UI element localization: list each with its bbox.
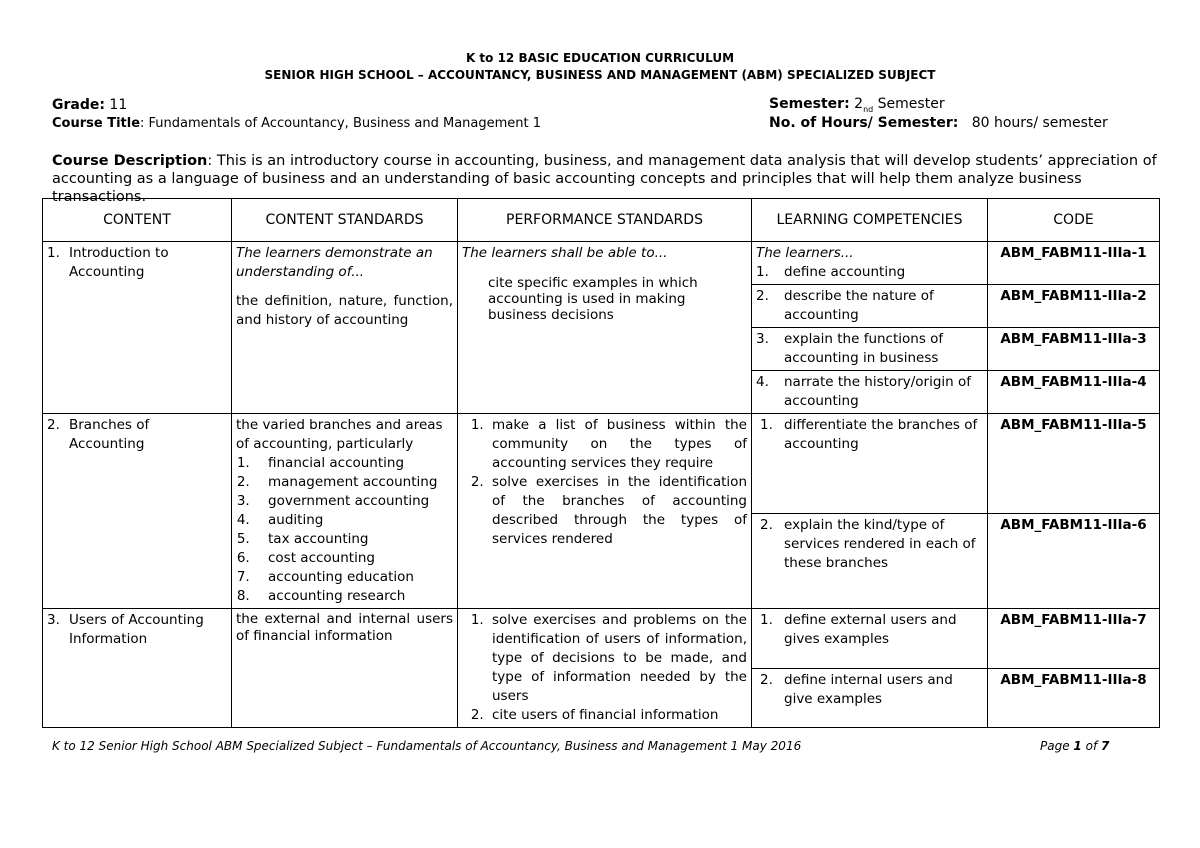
list-item: 3. government accounting <box>254 492 453 511</box>
competency-text: differentiate the branches of accounting <box>784 417 978 452</box>
semester-num: 2 <box>854 96 864 112</box>
content-num: 2. <box>47 417 60 433</box>
competency-item <box>756 287 983 325</box>
competency-num: 4. <box>756 374 769 390</box>
hours-line <box>769 115 1108 131</box>
competency-item <box>756 330 983 368</box>
competency-num: 2. <box>760 517 773 534</box>
footer-text: K to 12 Senior High School ABM Specialized Subject – Fundamentals of Accountancy, Business and Management 1 May 2016 <box>52 739 802 753</box>
content-item <box>47 611 227 649</box>
content-item <box>47 416 227 454</box>
competency-cell <box>752 328 988 371</box>
curriculum-title: K to 12 BASIC EDUCATION CURRICULUM <box>465 51 735 65</box>
content-text: Branches of Accounting <box>69 417 150 452</box>
code-cell: ABM_FABM11-IIIa-2 <box>988 285 1160 328</box>
course-title-label: Course Title <box>52 116 141 131</box>
grade-label: Grade: <box>52 97 105 113</box>
code-cell: ABM_FABM11-IIIa-1 <box>988 242 1160 285</box>
description-text: : This is an introductory course in accounting, business, and management data analysis that will develop students’ appreciation of accounting as a language of business and an understanding of basic accounting concepts and principles that will help them analyze business transactions. <box>52 153 1157 205</box>
competency-cell <box>752 514 988 609</box>
hours-label: No. of Hours/ Semester: <box>769 115 959 131</box>
semester-sup: nd <box>863 104 874 114</box>
standard-text: the external and internal users of financial information <box>236 611 453 644</box>
page-number <box>1040 739 1109 753</box>
semester-line <box>769 96 945 114</box>
competency-text: explain the functions of accounting in business <box>784 331 944 366</box>
header-performance-standards: PERFORMANCE STANDARDS <box>458 199 752 242</box>
hours-value: 80 hours/ semester <box>971 115 1108 131</box>
grade-line <box>52 97 127 113</box>
table-row <box>43 242 1160 285</box>
list-item: 2. cite users of financial information <box>488 706 747 725</box>
code-cell: ABM_FABM11-IIIa-3 <box>988 328 1160 371</box>
list-item: 6. cost accounting <box>254 549 453 568</box>
curriculum-guide-table <box>42 198 1160 728</box>
performance-list <box>462 611 747 725</box>
standard-intro: the varied branches and areas of accounting, particularly <box>236 417 443 452</box>
course-title-value: : Fundamentals of Accountancy, Business and Management 1 <box>140 116 542 131</box>
competency-text: narrate the history/origin of accounting <box>784 374 972 409</box>
competency-num: 1. <box>760 417 773 433</box>
competency-cell <box>752 609 988 669</box>
content-cell <box>43 414 232 609</box>
header-content-standards: CONTENT STANDARDS <box>232 199 458 242</box>
description-label: Course Description <box>52 153 208 169</box>
competency-item <box>756 416 983 454</box>
code-cell: ABM_FABM11-IIIa-8 <box>988 668 1160 728</box>
list-item: 1. financial accounting <box>254 454 453 473</box>
course-title-line <box>52 116 541 131</box>
table-row <box>43 414 1160 514</box>
performance-standard-cell <box>458 609 752 728</box>
page-total: 7 <box>1101 739 1110 753</box>
competency-num: 2. <box>756 288 769 304</box>
content-standard-cell <box>232 609 458 728</box>
content-standard-cell <box>232 242 458 414</box>
competency-item <box>756 516 983 573</box>
standard-text: the definition, nature, function, and history of accounting <box>236 293 453 328</box>
content-standard-cell <box>232 414 458 609</box>
competency-item <box>756 373 983 411</box>
competency-intro: The learners... <box>756 245 854 261</box>
performance-list <box>462 416 747 549</box>
subject-title: SENIOR HIGH SCHOOL – ACCOUNTANCY, BUSINESS AND MANAGEMENT (ABM) SPECIALIZED SUBJECT <box>264 68 936 82</box>
competency-text: describe the nature of accounting <box>784 288 934 323</box>
competency-num: 1. <box>760 612 773 628</box>
competency-text: define external users and gives examples <box>784 612 957 647</box>
competency-text: explain the kind/type of services rendered in each of these branches <box>784 517 976 572</box>
content-num: 1. <box>47 245 60 261</box>
competency-text: define internal users and give examples <box>784 671 953 707</box>
competency-item <box>756 611 983 649</box>
content-num: 3. <box>47 612 60 628</box>
competency-cell <box>752 414 988 514</box>
content-text: Introduction to Accounting <box>69 245 169 280</box>
list-item: 7. accounting education <box>254 568 453 587</box>
code-cell: ABM_FABM11-IIIa-4 <box>988 371 1160 414</box>
competency-cell <box>752 371 988 414</box>
page-current: 1 <box>1073 739 1082 753</box>
content-item <box>47 244 227 282</box>
list-item: 2. management accounting <box>254 473 453 492</box>
grade-value: 11 <box>109 97 128 113</box>
list-item: 2. solve exercises in the identification of the branches of accounting described through the types of services rendered <box>488 473 747 549</box>
header-learning-competencies: LEARNING COMPETENCIES <box>752 199 988 242</box>
header-code: CODE <box>988 199 1160 242</box>
content-cell <box>43 609 232 728</box>
header-content: CONTENT <box>43 199 232 242</box>
semester-label: Semester: <box>769 96 850 112</box>
competency-item <box>756 263 983 282</box>
code-cell: ABM_FABM11-IIIa-7 <box>988 609 1160 669</box>
performance-standard-cell <box>458 242 752 414</box>
competency-cell <box>752 668 988 728</box>
competency-cell <box>752 285 988 328</box>
competency-item <box>756 671 983 709</box>
performance-intro: The learners shall be able to... <box>462 245 668 261</box>
list-item: 1. make a list of business within the community on the types of accounting services they require <box>488 416 747 473</box>
semester-word: Semester <box>877 96 945 112</box>
standard-intro: The learners demonstrate an understanding of... <box>236 245 433 280</box>
of-word: of <box>1085 739 1098 753</box>
list-item: 1. solve exercises and problems on the identification of users of information, type of decisions to be made, and type of information needed by the users <box>488 611 747 706</box>
competency-num: 2. <box>760 671 773 688</box>
table-header-row <box>43 199 1160 242</box>
competency-num: 1. <box>756 264 769 280</box>
table-row <box>43 609 1160 669</box>
content-text: Users of Accounting Information <box>69 612 204 647</box>
code-cell: ABM_FABM11-IIIa-6 <box>988 514 1160 609</box>
competency-cell <box>752 242 988 285</box>
code-cell: ABM_FABM11-IIIa-5 <box>988 414 1160 514</box>
list-item: 4. auditing <box>254 511 453 530</box>
list-item: 5. tax accounting <box>254 530 453 549</box>
competency-num: 3. <box>756 331 769 347</box>
performance-text: cite specific examples in which accounting is used in making business decisions <box>488 275 698 323</box>
branches-list <box>236 454 453 606</box>
competency-text: define accounting <box>784 264 906 280</box>
performance-standard-cell <box>458 414 752 609</box>
page-word: Page <box>1040 739 1070 753</box>
content-cell <box>43 242 232 414</box>
list-item: 8. accounting research <box>254 587 453 606</box>
